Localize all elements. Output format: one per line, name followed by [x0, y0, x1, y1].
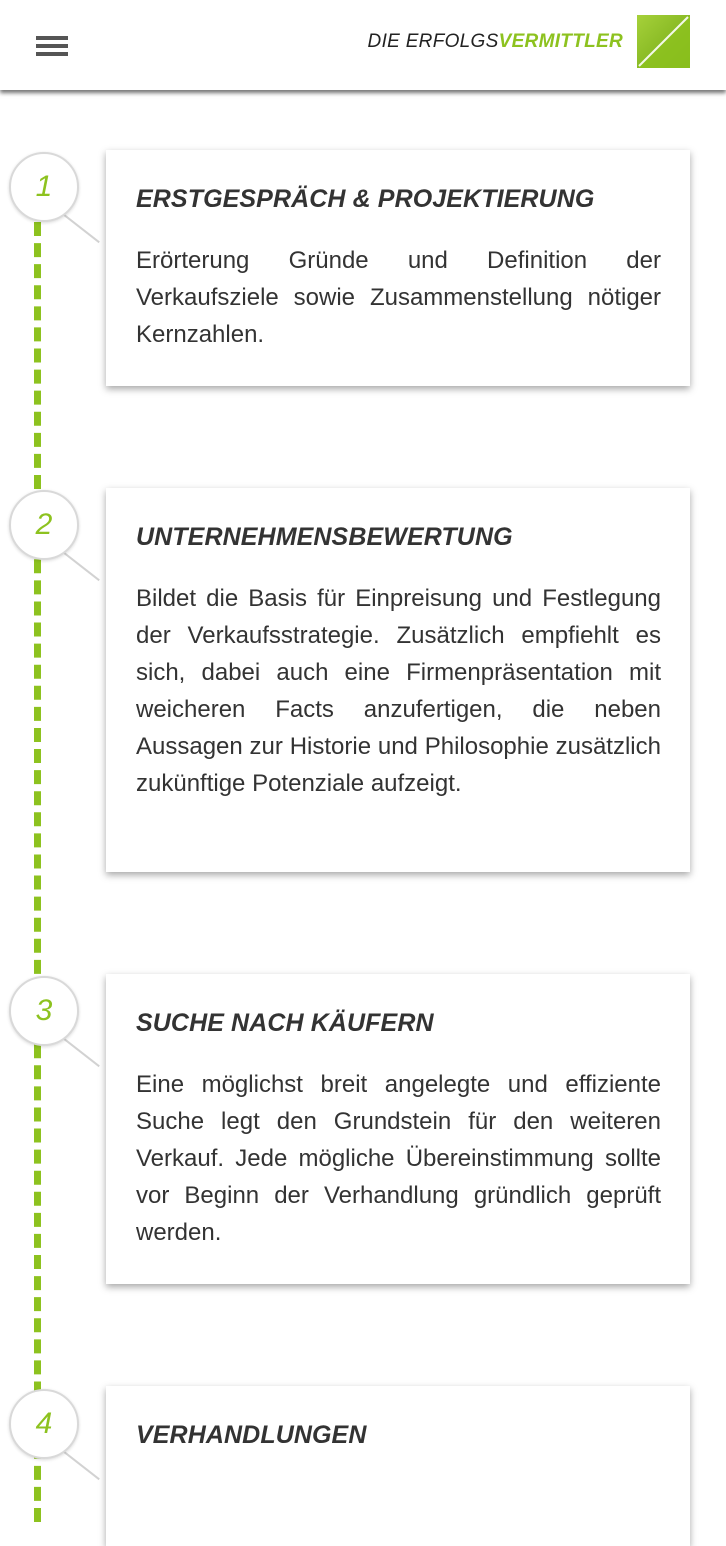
- step-text-1: Erörterung Gründe und Definition der Verkaufsziele sowie Zusammenstellung nötiger Kernzahlen.: [136, 247, 661, 348]
- step-card-3: [106, 974, 690, 1284]
- logo-wordmark[interactable]: [368, 31, 623, 53]
- step-card-4: [106, 1386, 690, 1546]
- step-number-circle-1: 1: [9, 152, 79, 222]
- site-header: [0, 0, 726, 90]
- step-card-1: [106, 150, 690, 386]
- step-connector-4: [61, 1449, 100, 1480]
- hamburger-icon-bar: [36, 36, 68, 40]
- step-title-3: SUCHE NACH KÄUFERN: [136, 1009, 434, 1037]
- logo-text-part2: VERMITTLER: [498, 31, 623, 52]
- step-number-circle-2: 2: [9, 490, 79, 560]
- step-title-4: VERHANDLUNGEN: [136, 1421, 367, 1449]
- step-connector-2: [61, 550, 100, 581]
- step-title-1: ERSTGESPRÄCH & PROJEKTIERUNG: [136, 185, 595, 213]
- step-text-2: Bildet die Basis für Einpreisung und Festlegung der Verkaufsstrategie. Zusätzlich empfiehlt es sich, dabei auch eine Firmenpräsentation mit weicheren Facts anzufertigen, die neben Aussagen zur Historie und Philosophie zusätzlich zukünftige Potenziale aufzeigt.: [136, 585, 661, 797]
- step-number-circle-4: 4: [9, 1389, 79, 1459]
- step-connector-1: [61, 212, 100, 243]
- hamburger-icon-bar: [36, 52, 68, 56]
- step-connector-3: [61, 1036, 100, 1067]
- hamburger-menu-button[interactable]: [36, 36, 68, 60]
- step-card-2: [106, 488, 690, 872]
- step-title-2: UNTERNEHMENSBEWERTUNG: [136, 523, 513, 551]
- timeline-dashed-line: [34, 222, 41, 1522]
- hamburger-icon-bar: [36, 44, 68, 48]
- step-number-circle-3: 3: [9, 976, 79, 1046]
- logo-text-part1: DIE ERFOLGS: [367, 31, 499, 52]
- green-square-logo-icon[interactable]: [637, 15, 690, 68]
- step-text-3: Eine möglichst breit angelegte und effiziente Suche legt den Grundstein für den weiteren Verkauf. Jede mögliche Übereinstimmung sollte vor Beginn der Verhandlung gründlich geprüft werden.: [136, 1071, 661, 1246]
